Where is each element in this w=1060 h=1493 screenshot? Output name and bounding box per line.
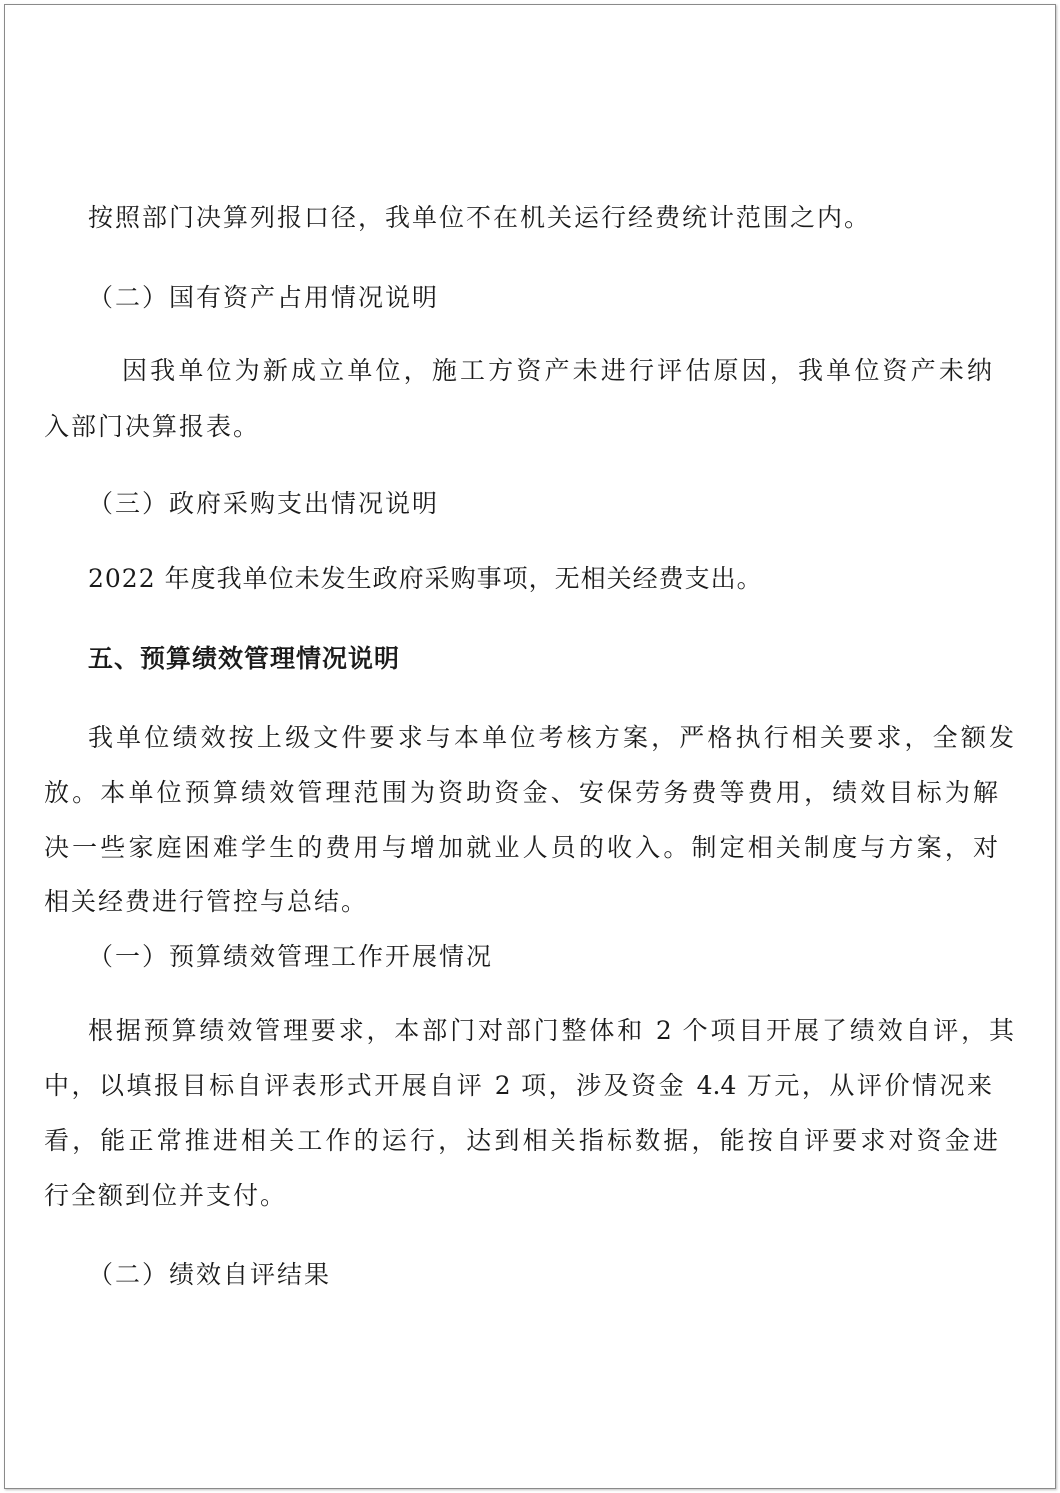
paragraph-line: 入部门决算报表。	[44, 412, 261, 441]
section-heading: （二）绩效自评结果	[88, 1260, 332, 1289]
paragraph-line: 因我单位为新成立单位，施工方资产未进行评估原因，我单位资产未纳	[122, 356, 992, 385]
section-heading: （一）预算绩效管理工作开展情况	[88, 942, 494, 971]
paragraph-line: 2022 年度我单位未发生政府采购事项，无相关经费支出。	[88, 564, 763, 593]
paragraph-line: 我单位绩效按上级文件要求与本单位考核方案，严格执行相关要求，全额发	[88, 723, 1014, 752]
chapter-heading: 五、预算绩效管理情况说明	[88, 644, 401, 673]
paragraph-line: 按照部门决算列报口径，我单位不在机关运行经费统计范围之内。	[88, 203, 872, 232]
paragraph-line: 中，以填报目标自评表形式开展自评 2 项，涉及资金 4.4 万元，从评价情况来	[44, 1071, 992, 1100]
paragraph-line: 根据预算绩效管理要求，本部门对部门整体和 2 个项目开展了绩效自评，其	[88, 1016, 1014, 1045]
paragraph-line: 决一些家庭困难学生的费用与增加就业人员的收入。制定相关制度与方案，对	[44, 833, 998, 862]
section-heading: （二）国有资产占用情况说明	[88, 283, 440, 312]
paragraph-line: 相关经费进行管控与总结。	[44, 887, 369, 916]
paragraph-line: 看，能正常推进相关工作的运行，达到相关指标数据，能按自评要求对资金进	[44, 1126, 998, 1155]
paragraph-line: 行全额到位并支付。	[44, 1181, 288, 1210]
section-heading: （三）政府采购支出情况说明	[88, 489, 440, 518]
paragraph-line: 放。本单位预算绩效管理范围为资助资金、安保劳务费等费用，绩效目标为解	[44, 778, 998, 807]
